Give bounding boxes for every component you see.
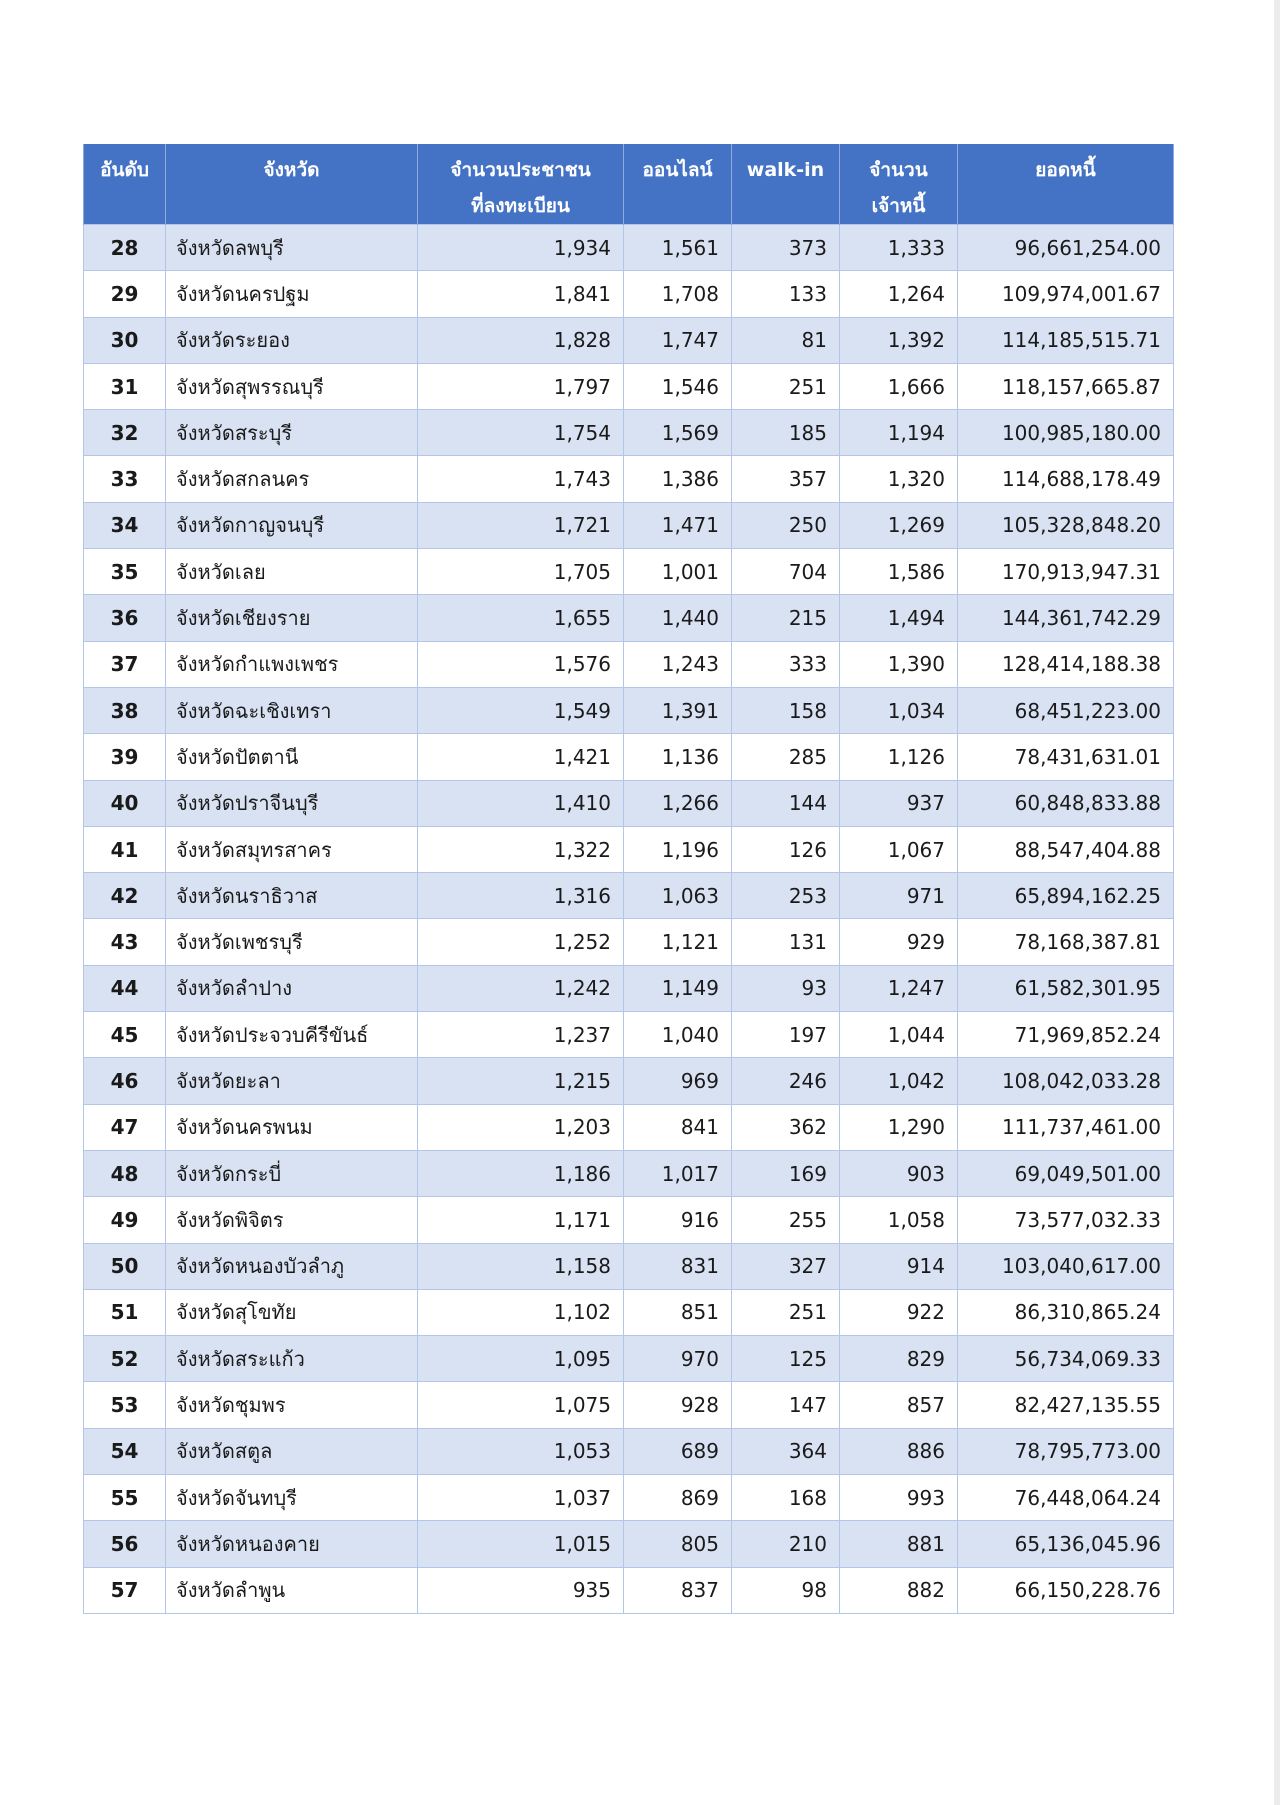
walkin-cell: 98 <box>732 1567 840 1613</box>
registered-cell: 1,037 <box>418 1475 624 1521</box>
rank-cell: 28 <box>84 225 166 271</box>
debt-cell: 56,734,069.33 <box>958 1336 1174 1382</box>
online-cell: 1,391 <box>624 687 732 733</box>
rank-cell: 51 <box>84 1289 166 1335</box>
province-cell: จังหวัดเชียงราย <box>166 595 418 641</box>
debt-cell: 114,688,178.49 <box>958 456 1174 502</box>
province-cell: จังหวัดกาญจนบุรี <box>166 502 418 548</box>
province-cell: จังหวัดสระบุรี <box>166 410 418 456</box>
walkin-cell: 333 <box>732 641 840 687</box>
debt-cell: 65,136,045.96 <box>958 1521 1174 1567</box>
debt-cell: 76,448,064.24 <box>958 1475 1174 1521</box>
table-header-row <box>84 144 1174 225</box>
creditors-cell: 937 <box>840 780 958 826</box>
rank-cell: 30 <box>84 317 166 363</box>
table-row <box>84 1058 1174 1104</box>
registered-cell: 1,158 <box>418 1243 624 1289</box>
creditors-cell: 1,392 <box>840 317 958 363</box>
table-row <box>84 1104 1174 1150</box>
registered-cell: 1,316 <box>418 873 624 919</box>
province-cell: จังหวัดปราจีนบุรี <box>166 780 418 826</box>
province-cell: จังหวัดเลย <box>166 549 418 595</box>
online-cell: 1,569 <box>624 410 732 456</box>
debt-cell: 96,661,254.00 <box>958 225 1174 271</box>
debt-cell: 78,168,387.81 <box>958 919 1174 965</box>
registered-cell: 1,215 <box>418 1058 624 1104</box>
debt-cell: 128,414,188.38 <box>958 641 1174 687</box>
table-row <box>84 1012 1174 1058</box>
creditors-cell: 857 <box>840 1382 958 1428</box>
walkin-cell: 147 <box>732 1382 840 1428</box>
rank-cell: 42 <box>84 873 166 919</box>
table-row <box>84 1521 1174 1567</box>
province-cell: จังหวัดกำแพงเพชร <box>166 641 418 687</box>
registered-cell: 1,934 <box>418 225 624 271</box>
registered-cell: 1,743 <box>418 456 624 502</box>
online-cell: 689 <box>624 1428 732 1474</box>
registered-cell: 1,754 <box>418 410 624 456</box>
table-row <box>84 1336 1174 1382</box>
registered-cell: 1,015 <box>418 1521 624 1567</box>
online-cell: 916 <box>624 1197 732 1243</box>
rank-cell: 41 <box>84 826 166 872</box>
table-row <box>84 317 1174 363</box>
registered-cell: 1,655 <box>418 595 624 641</box>
debt-cell: 86,310,865.24 <box>958 1289 1174 1335</box>
registered-cell: 1,053 <box>418 1428 624 1474</box>
debt-cell: 78,431,631.01 <box>958 734 1174 780</box>
debt-cell: 78,795,773.00 <box>958 1428 1174 1474</box>
table-row <box>84 1475 1174 1521</box>
online-cell: 1,561 <box>624 225 732 271</box>
creditors-cell: 1,390 <box>840 641 958 687</box>
table-row <box>84 873 1174 919</box>
walkin-cell: 197 <box>732 1012 840 1058</box>
online-cell: 851 <box>624 1289 732 1335</box>
province-cell: จังหวัดประจวบคีรีขันธ์ <box>166 1012 418 1058</box>
province-cell: จังหวัดพิจิตร <box>166 1197 418 1243</box>
online-cell: 805 <box>624 1521 732 1567</box>
rank-cell: 50 <box>84 1243 166 1289</box>
debt-cell: 108,042,033.28 <box>958 1058 1174 1104</box>
table-row <box>84 225 1174 271</box>
rank-cell: 47 <box>84 1104 166 1150</box>
debt-cell: 61,582,301.95 <box>958 965 1174 1011</box>
table-row <box>84 595 1174 641</box>
table-row <box>84 410 1174 456</box>
province-cell: จังหวัดกระบี่ <box>166 1150 418 1196</box>
walkin-cell: 131 <box>732 919 840 965</box>
table-row <box>84 1289 1174 1335</box>
province-cell: จังหวัดนราธิวาส <box>166 873 418 919</box>
header-walkin: walk-in <box>732 144 840 225</box>
registered-cell: 1,203 <box>418 1104 624 1150</box>
creditors-cell: 1,586 <box>840 549 958 595</box>
online-cell: 831 <box>624 1243 732 1289</box>
rank-cell: 32 <box>84 410 166 456</box>
debt-cell: 170,913,947.31 <box>958 549 1174 595</box>
province-cell: จังหวัดนครปฐม <box>166 271 418 317</box>
registered-cell: 1,242 <box>418 965 624 1011</box>
debt-cell: 82,427,135.55 <box>958 1382 1174 1428</box>
rank-cell: 48 <box>84 1150 166 1196</box>
rank-cell: 55 <box>84 1475 166 1521</box>
registered-cell: 1,171 <box>418 1197 624 1243</box>
online-cell: 1,243 <box>624 641 732 687</box>
rank-cell: 39 <box>84 734 166 780</box>
registered-cell: 1,797 <box>418 363 624 409</box>
creditors-cell: 1,333 <box>840 225 958 271</box>
rank-cell: 52 <box>84 1336 166 1382</box>
walkin-cell: 126 <box>732 826 840 872</box>
registered-cell: 1,237 <box>418 1012 624 1058</box>
rank-cell: 36 <box>84 595 166 641</box>
debt-cell: 103,040,617.00 <box>958 1243 1174 1289</box>
registered-cell: 1,828 <box>418 317 624 363</box>
rank-cell: 49 <box>84 1197 166 1243</box>
walkin-cell: 93 <box>732 965 840 1011</box>
debt-cell: 66,150,228.76 <box>958 1567 1174 1613</box>
walkin-cell: 251 <box>732 1289 840 1335</box>
table-row <box>84 687 1174 733</box>
creditors-cell: 1,058 <box>840 1197 958 1243</box>
rank-cell: 46 <box>84 1058 166 1104</box>
table-row <box>84 826 1174 872</box>
walkin-cell: 144 <box>732 780 840 826</box>
registered-cell: 1,576 <box>418 641 624 687</box>
walkin-cell: 246 <box>732 1058 840 1104</box>
registered-cell: 1,841 <box>418 271 624 317</box>
header-registered: จำนวนประชาชน ที่ลงทะเบียน <box>418 144 624 225</box>
creditors-cell: 1,126 <box>840 734 958 780</box>
walkin-cell: 133 <box>732 271 840 317</box>
online-cell: 1,017 <box>624 1150 732 1196</box>
online-cell: 837 <box>624 1567 732 1613</box>
province-cell: จังหวัดสมุทรสาคร <box>166 826 418 872</box>
registered-cell: 1,549 <box>418 687 624 733</box>
registered-cell: 1,252 <box>418 919 624 965</box>
table-row <box>84 1150 1174 1196</box>
debt-cell: 88,547,404.88 <box>958 826 1174 872</box>
province-cell: จังหวัดเพชรบุรี <box>166 919 418 965</box>
header-province: จังหวัด <box>166 144 418 225</box>
walkin-cell: 704 <box>732 549 840 595</box>
creditors-cell: 993 <box>840 1475 958 1521</box>
walkin-cell: 158 <box>732 687 840 733</box>
header-rank: อันดับ <box>84 144 166 225</box>
table-row <box>84 641 1174 687</box>
online-cell: 869 <box>624 1475 732 1521</box>
province-cell: จังหวัดสุโขทัย <box>166 1289 418 1335</box>
table-row <box>84 1197 1174 1243</box>
province-cell: จังหวัดลำปาง <box>166 965 418 1011</box>
registered-cell: 1,410 <box>418 780 624 826</box>
province-cell: จังหวัดฉะเชิงเทรา <box>166 687 418 733</box>
creditors-cell: 1,290 <box>840 1104 958 1150</box>
province-debt-table <box>83 144 1174 1614</box>
creditors-cell: 886 <box>840 1428 958 1474</box>
rank-cell: 34 <box>84 502 166 548</box>
creditors-cell: 1,320 <box>840 456 958 502</box>
online-cell: 1,386 <box>624 456 732 502</box>
table-row <box>84 734 1174 780</box>
online-cell: 1,471 <box>624 502 732 548</box>
walkin-cell: 215 <box>732 595 840 641</box>
province-cell: จังหวัดสกลนคร <box>166 456 418 502</box>
walkin-cell: 81 <box>732 317 840 363</box>
province-cell: จังหวัดสตูล <box>166 1428 418 1474</box>
online-cell: 969 <box>624 1058 732 1104</box>
province-cell: จังหวัดจันทบุรี <box>166 1475 418 1521</box>
online-cell: 841 <box>624 1104 732 1150</box>
walkin-cell: 362 <box>732 1104 840 1150</box>
rank-cell: 53 <box>84 1382 166 1428</box>
rank-cell: 44 <box>84 965 166 1011</box>
creditors-cell: 881 <box>840 1521 958 1567</box>
creditors-cell: 829 <box>840 1336 958 1382</box>
creditors-cell: 1,666 <box>840 363 958 409</box>
registered-cell: 1,102 <box>418 1289 624 1335</box>
walkin-cell: 357 <box>732 456 840 502</box>
walkin-cell: 168 <box>732 1475 840 1521</box>
registered-cell: 1,095 <box>418 1336 624 1382</box>
debt-cell: 114,185,515.71 <box>958 317 1174 363</box>
walkin-cell: 364 <box>732 1428 840 1474</box>
table-row <box>84 1382 1174 1428</box>
debt-cell: 73,577,032.33 <box>958 1197 1174 1243</box>
registered-cell: 935 <box>418 1567 624 1613</box>
online-cell: 1,747 <box>624 317 732 363</box>
table-row <box>84 363 1174 409</box>
province-cell: จังหวัดชุมพร <box>166 1382 418 1428</box>
debt-cell: 68,451,223.00 <box>958 687 1174 733</box>
walkin-cell: 327 <box>732 1243 840 1289</box>
province-cell: จังหวัดหนองคาย <box>166 1521 418 1567</box>
creditors-cell: 1,034 <box>840 687 958 733</box>
walkin-cell: 251 <box>732 363 840 409</box>
creditors-cell: 929 <box>840 919 958 965</box>
online-cell: 1,063 <box>624 873 732 919</box>
table-body <box>84 225 1174 1614</box>
debt-cell: 69,049,501.00 <box>958 1150 1174 1196</box>
rank-cell: 35 <box>84 549 166 595</box>
online-cell: 970 <box>624 1336 732 1382</box>
creditors-cell: 1,042 <box>840 1058 958 1104</box>
registered-cell: 1,421 <box>418 734 624 780</box>
table-row <box>84 502 1174 548</box>
header-online: ออนไลน์ <box>624 144 732 225</box>
debt-cell: 111,737,461.00 <box>958 1104 1174 1150</box>
walkin-cell: 373 <box>732 225 840 271</box>
rank-cell: 40 <box>84 780 166 826</box>
creditors-cell: 922 <box>840 1289 958 1335</box>
online-cell: 928 <box>624 1382 732 1428</box>
registered-cell: 1,721 <box>418 502 624 548</box>
province-cell: จังหวัดสุพรรณบุรี <box>166 363 418 409</box>
table-row <box>84 1243 1174 1289</box>
online-cell: 1,266 <box>624 780 732 826</box>
debt-cell: 144,361,742.29 <box>958 595 1174 641</box>
table-row <box>84 1567 1174 1613</box>
header-creditors: จำนวน เจ้าหนี้ <box>840 144 958 225</box>
walkin-cell: 125 <box>732 1336 840 1382</box>
creditors-cell: 1,247 <box>840 965 958 1011</box>
rank-cell: 29 <box>84 271 166 317</box>
creditors-cell: 1,269 <box>840 502 958 548</box>
creditors-cell: 1,067 <box>840 826 958 872</box>
debt-cell: 118,157,665.87 <box>958 363 1174 409</box>
online-cell: 1,136 <box>624 734 732 780</box>
walkin-cell: 255 <box>732 1197 840 1243</box>
rank-cell: 37 <box>84 641 166 687</box>
debt-cell: 71,969,852.24 <box>958 1012 1174 1058</box>
creditors-cell: 1,194 <box>840 410 958 456</box>
rank-cell: 57 <box>84 1567 166 1613</box>
table-row <box>84 780 1174 826</box>
online-cell: 1,001 <box>624 549 732 595</box>
registered-cell: 1,322 <box>418 826 624 872</box>
rank-cell: 38 <box>84 687 166 733</box>
debt-cell: 105,328,848.20 <box>958 502 1174 548</box>
table-row <box>84 965 1174 1011</box>
walkin-cell: 169 <box>732 1150 840 1196</box>
table-row <box>84 919 1174 965</box>
province-cell: จังหวัดยะลา <box>166 1058 418 1104</box>
online-cell: 1,196 <box>624 826 732 872</box>
rank-cell: 45 <box>84 1012 166 1058</box>
creditors-cell: 1,494 <box>840 595 958 641</box>
debt-cell: 100,985,180.00 <box>958 410 1174 456</box>
online-cell: 1,040 <box>624 1012 732 1058</box>
province-cell: จังหวัดลพบุรี <box>166 225 418 271</box>
province-cell: จังหวัดลำพูน <box>166 1567 418 1613</box>
walkin-cell: 210 <box>732 1521 840 1567</box>
province-cell: จังหวัดระยอง <box>166 317 418 363</box>
online-cell: 1,708 <box>624 271 732 317</box>
province-cell: จังหวัดหนองบัวลำภู <box>166 1243 418 1289</box>
registered-cell: 1,075 <box>418 1382 624 1428</box>
rank-cell: 31 <box>84 363 166 409</box>
registered-cell: 1,186 <box>418 1150 624 1196</box>
registered-cell: 1,705 <box>418 549 624 595</box>
table-row <box>84 456 1174 502</box>
table-row <box>84 1428 1174 1474</box>
debt-cell: 109,974,001.67 <box>958 271 1174 317</box>
table-row <box>84 271 1174 317</box>
creditors-cell: 914 <box>840 1243 958 1289</box>
debt-cell: 65,894,162.25 <box>958 873 1174 919</box>
online-cell: 1,121 <box>624 919 732 965</box>
table-row <box>84 549 1174 595</box>
walkin-cell: 253 <box>732 873 840 919</box>
creditors-cell: 882 <box>840 1567 958 1613</box>
walkin-cell: 185 <box>732 410 840 456</box>
province-cell: จังหวัดปัตตานี <box>166 734 418 780</box>
walkin-cell: 250 <box>732 502 840 548</box>
header-debt: ยอดหนี้ <box>958 144 1174 225</box>
province-cell: จังหวัดนครพนม <box>166 1104 418 1150</box>
debt-cell: 60,848,833.88 <box>958 780 1174 826</box>
online-cell: 1,440 <box>624 595 732 641</box>
province-cell: จังหวัดสระแก้ว <box>166 1336 418 1382</box>
rank-cell: 43 <box>84 919 166 965</box>
online-cell: 1,149 <box>624 965 732 1011</box>
walkin-cell: 285 <box>732 734 840 780</box>
creditors-cell: 1,264 <box>840 271 958 317</box>
creditors-cell: 1,044 <box>840 1012 958 1058</box>
rank-cell: 33 <box>84 456 166 502</box>
creditors-cell: 903 <box>840 1150 958 1196</box>
rank-cell: 56 <box>84 1521 166 1567</box>
online-cell: 1,546 <box>624 363 732 409</box>
rank-cell: 54 <box>84 1428 166 1474</box>
creditors-cell: 971 <box>840 873 958 919</box>
page-edge-strip <box>1274 0 1280 1805</box>
